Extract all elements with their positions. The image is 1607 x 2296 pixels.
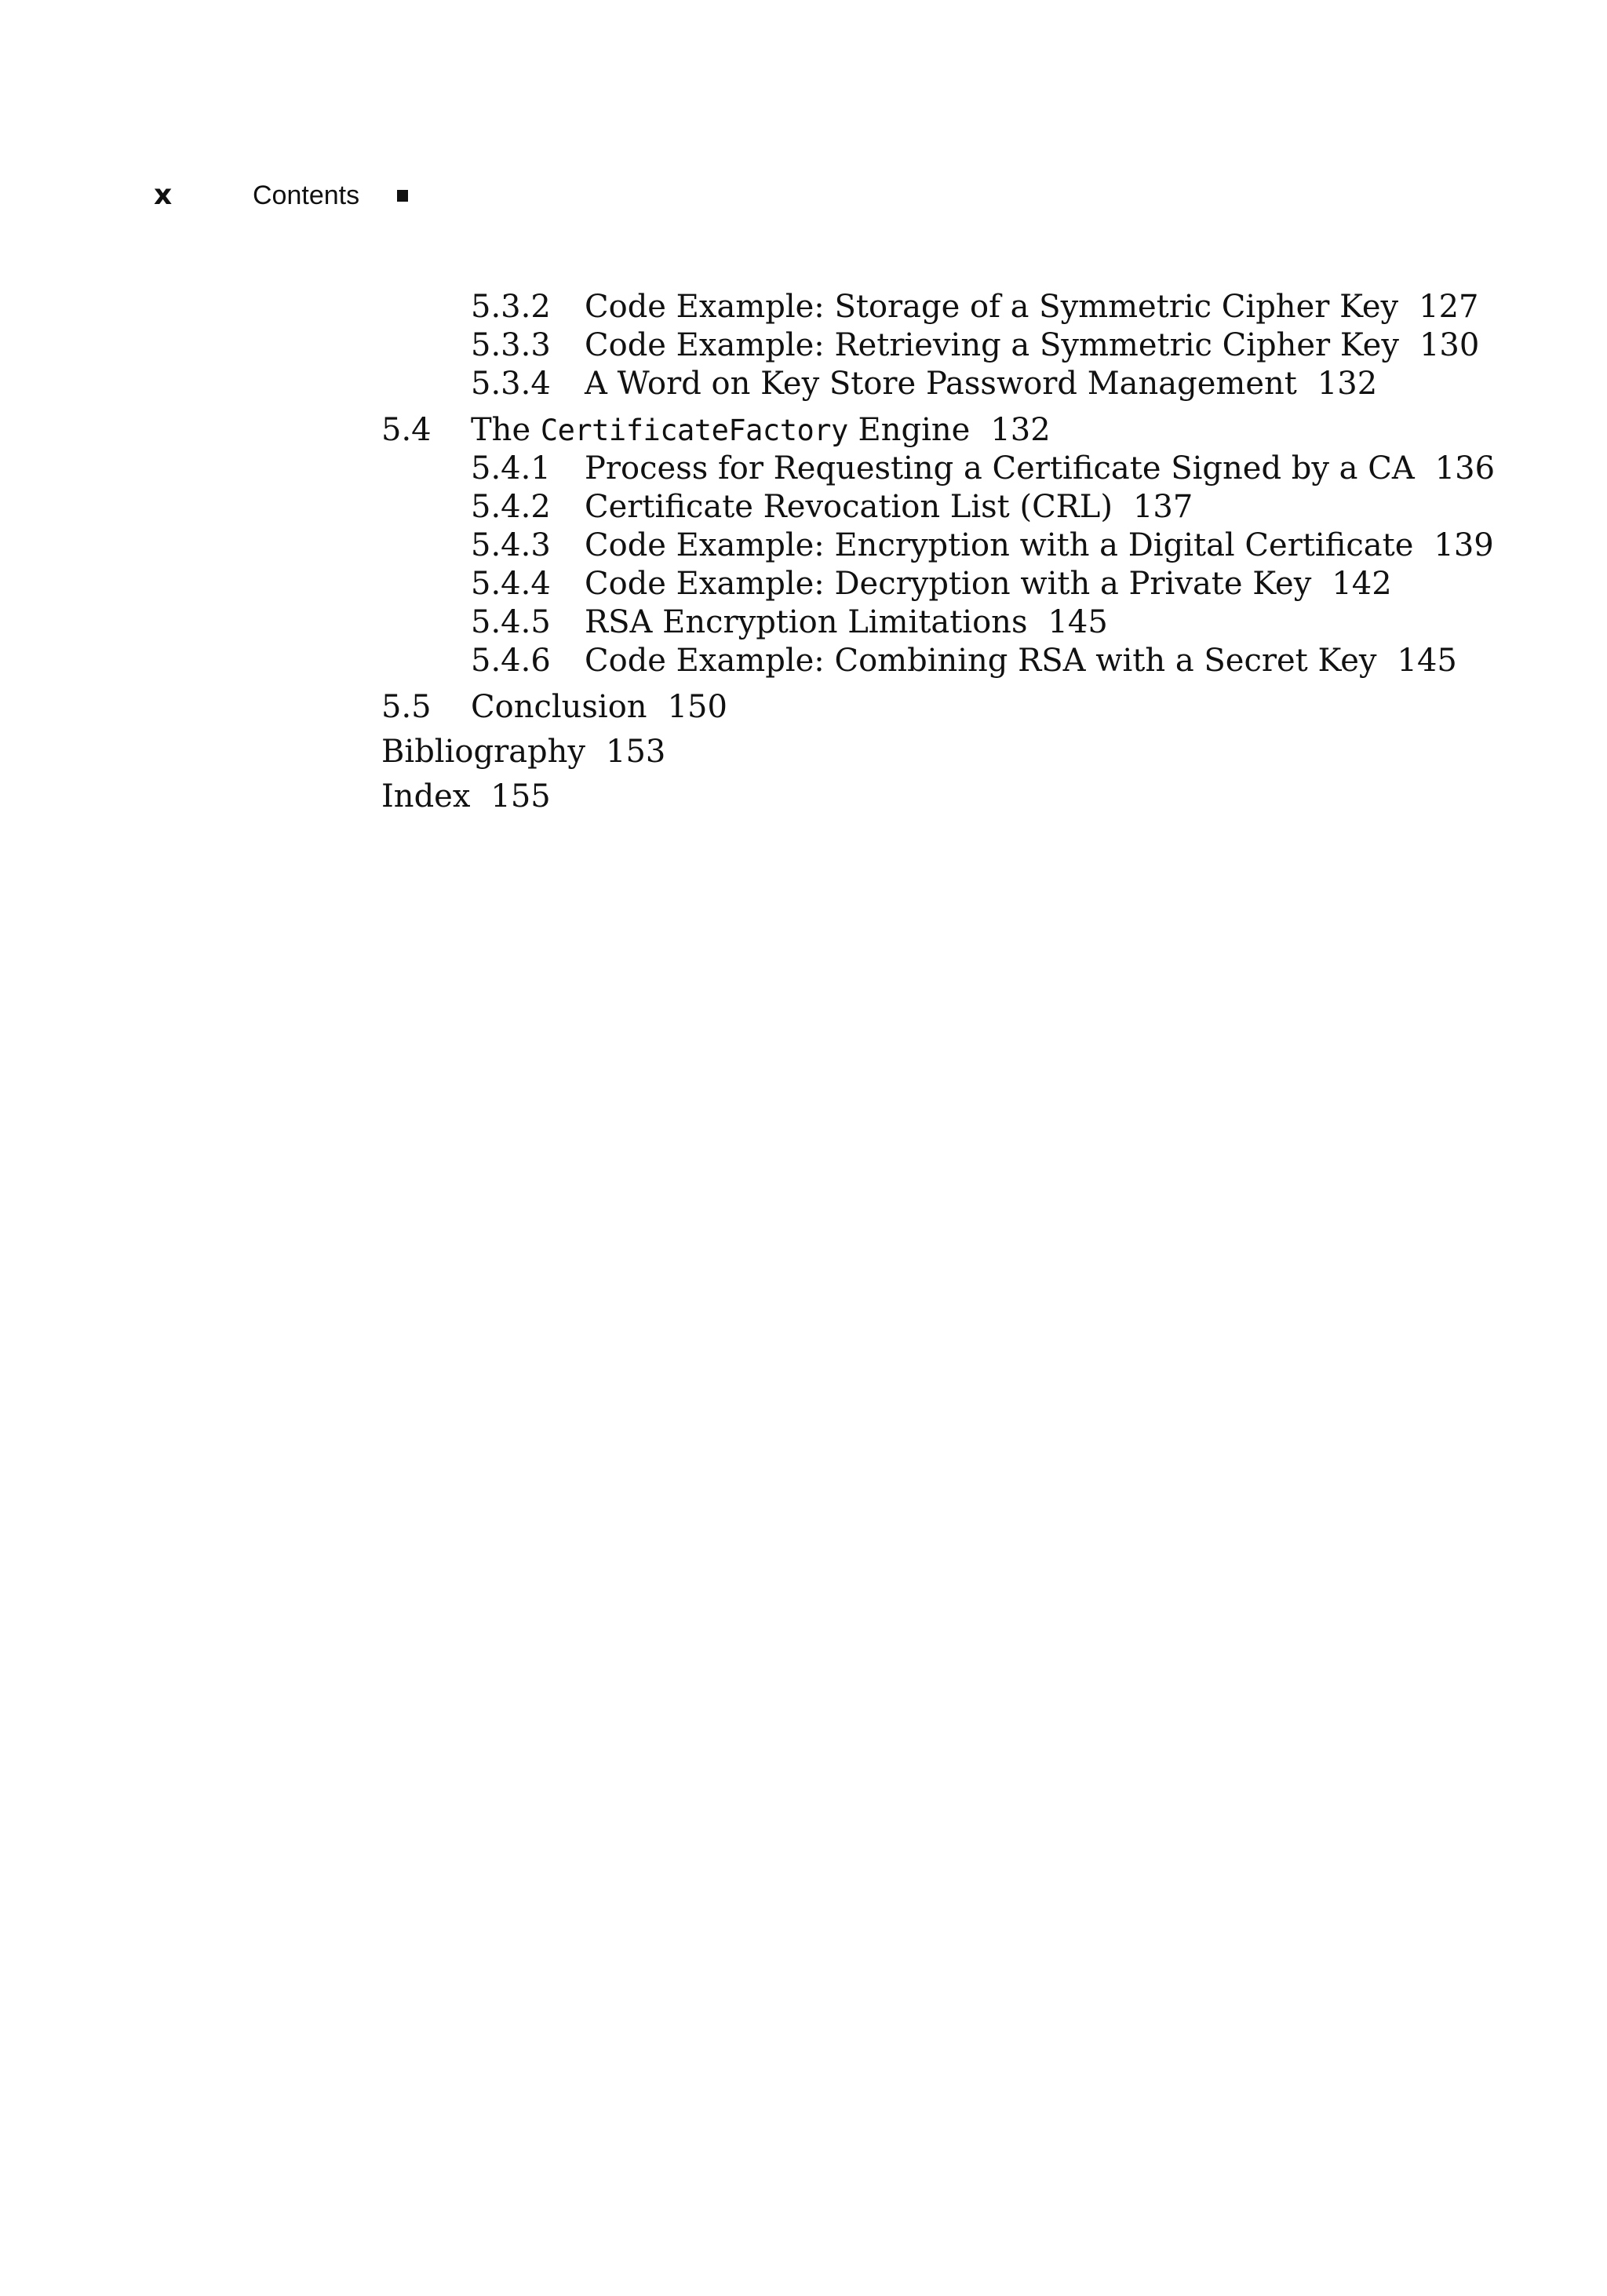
- toc-entry-title: Code Example: Decryption with a Private Key 142: [585, 566, 1392, 602]
- toc-entry-number: 5.3.3: [471, 327, 551, 363]
- toc-entry-number: 5.4: [381, 412, 432, 448]
- toc-entry-page: 132: [990, 412, 1051, 448]
- toc-entry-number: 5.5: [381, 689, 432, 725]
- toc-entry-number: 5.4.5: [471, 604, 551, 640]
- toc-entry-title: Code Example: Combining RSA with a Secret Key 145: [585, 643, 1457, 679]
- toc-entry-title: Certificate Revocation List (CRL) 137: [585, 489, 1193, 525]
- toc-entry-page: 136: [1434, 450, 1496, 487]
- page-folio: x: [154, 179, 173, 211]
- toc-entry-page: 132: [1317, 366, 1378, 402]
- toc-entry-page: 145: [1048, 604, 1108, 640]
- toc-entry-number: 5.4.1: [471, 450, 551, 487]
- toc-entry-number: 5.3.2: [471, 289, 551, 325]
- toc-entry-title: Process for Requesting a Certificate Signed by a CA 136: [585, 450, 1496, 487]
- toc-entry-number: 5.4.4: [471, 566, 551, 602]
- toc-entry-page: 150: [667, 689, 727, 725]
- toc-entry-title: Code Example: Storage of a Symmetric Cipher Key 127: [585, 289, 1479, 325]
- square-bullet-icon: [397, 190, 408, 202]
- toc-entry-page: 142: [1332, 566, 1392, 602]
- toc-entry-page: 130: [1419, 327, 1480, 363]
- toc-entry-title: Conclusion 150: [471, 689, 727, 725]
- running-head-title: Contents: [253, 180, 360, 210]
- toc-entry-number: 5.4.2: [471, 489, 551, 525]
- toc-entry-title: A Word on Key Store Password Management 132: [585, 366, 1378, 402]
- toc-entry-page: 145: [1397, 643, 1457, 679]
- toc-entry-page: 139: [1434, 527, 1494, 563]
- toc-entry-title: The CertificateFactory Engine 132: [471, 412, 1051, 448]
- toc-entry-title: Code Example: Encryption with a Digital Certificate 139: [585, 527, 1494, 563]
- toc-entry-page: 127: [1419, 289, 1479, 325]
- toc-entry-page: 155: [490, 778, 551, 815]
- toc-entry-page: 153: [606, 734, 666, 770]
- toc-entry-title: Index 155: [381, 778, 551, 815]
- class-name-code: CertificateFactory: [540, 414, 848, 447]
- toc-entry-title: Bibliography 153: [381, 734, 666, 770]
- toc-entry-number: 5.3.4: [471, 366, 551, 402]
- toc-entry-number: 5.4.3: [471, 527, 551, 563]
- toc-entry-number: 5.4.6: [471, 643, 551, 679]
- toc-entry-page: 137: [1132, 489, 1193, 525]
- toc-entry-title: RSA Encryption Limitations 145: [585, 604, 1108, 640]
- toc-entry-title: Code Example: Retrieving a Symmetric Cipher Key 130: [585, 327, 1480, 363]
